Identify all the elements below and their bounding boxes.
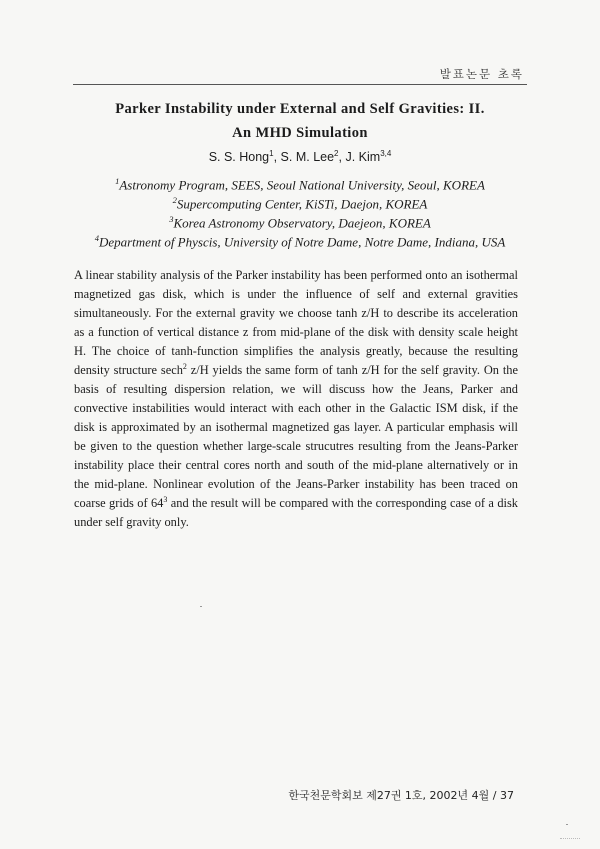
paper-title-line-2: An MHD Simulation xyxy=(232,125,368,141)
abstract-superscript: 2 xyxy=(182,361,187,371)
author-name: S. S. Hong xyxy=(208,150,270,165)
scan-edge-mark xyxy=(560,838,580,847)
author-affiliation-mark: 1 xyxy=(269,149,274,158)
author-affiliation-mark: 2 xyxy=(334,149,339,158)
affiliation-4 xyxy=(0,233,600,250)
scan-speck xyxy=(200,606,202,607)
affiliation-2 xyxy=(0,195,600,212)
affiliation-1 xyxy=(0,176,600,193)
header-rule xyxy=(73,84,527,85)
author-affiliation-mark: 3,4 xyxy=(380,149,392,158)
author-name: J. Kim xyxy=(345,150,381,165)
abstract-text: A linear stability analysis of the Parker instability has been performed onto an isothermal magnetized gas disk, which is under the influence of self and external gravities simultaneously. For the external gravity we choose tanh z/H to describe its acceleration as a function of vertical distance z from mid-plane of the disk with density scale height H. The choice of tanh-function simplifies the analysis greatly, because the resulting density structure sech xyxy=(74,268,518,377)
abstract-text: z/H yields the same form of tanh z/H for the self gravity. On the basis of resulting dispersion relation, we will discuss how the Jeans, Parker and convective instabilities would interact with each other in the Galactic ISM disk, if the disk is approximated by an isothermal magnetized gas layer. A particular emphasis will be given to the question whether large-scale strucutres resulting from the Jeans-Parker instability place their central cores north and south of the mid-plane alternatively or in the mid-plane. Nonlinear evolution of the Jeans-Parker instability has been traced on coarse grids of 64 xyxy=(74,363,518,510)
affiliation-mark: 2 xyxy=(172,195,177,205)
paper-title-line-1: Parker Instability under External and Self Gravities: II. xyxy=(115,101,485,117)
affiliation-text: Supercomputing Center, KiSTi, Daejon, KOREA xyxy=(176,196,428,212)
affiliation-mark: 3 xyxy=(169,214,174,224)
affiliation-mark: 1 xyxy=(115,176,120,186)
affiliation-3 xyxy=(0,214,600,231)
page-footer: 한국천문학회보 제27권 1호, 2002년 4월 / 37 xyxy=(288,789,514,802)
affiliation-mark: 4 xyxy=(94,233,99,243)
author-list: S. S. Hong$^1$, S. M. Lee$^2$, J. Kim$^{3,4}$ xyxy=(208,149,392,165)
abstract-superscript: 3 xyxy=(163,494,168,504)
scan-speck xyxy=(566,824,568,825)
header-tag: 발표논문 초록 xyxy=(439,67,524,81)
abstract-body xyxy=(74,266,518,532)
affiliation-text: Korea Astronomy Observatory, Daejeon, KOREA xyxy=(173,215,431,231)
author-name: S. M. Lee xyxy=(280,150,335,165)
affiliation-text: Astronomy Program, SEES, Seoul National University, Seoul, KOREA xyxy=(119,177,485,193)
abstract-text: and the result will be compared with the corresponding case of a disk under self gravity only. xyxy=(74,496,518,529)
affiliation-text: Department of Physcis, University of Notre Dame, Notre Dame, Indiana, USA xyxy=(98,234,506,250)
